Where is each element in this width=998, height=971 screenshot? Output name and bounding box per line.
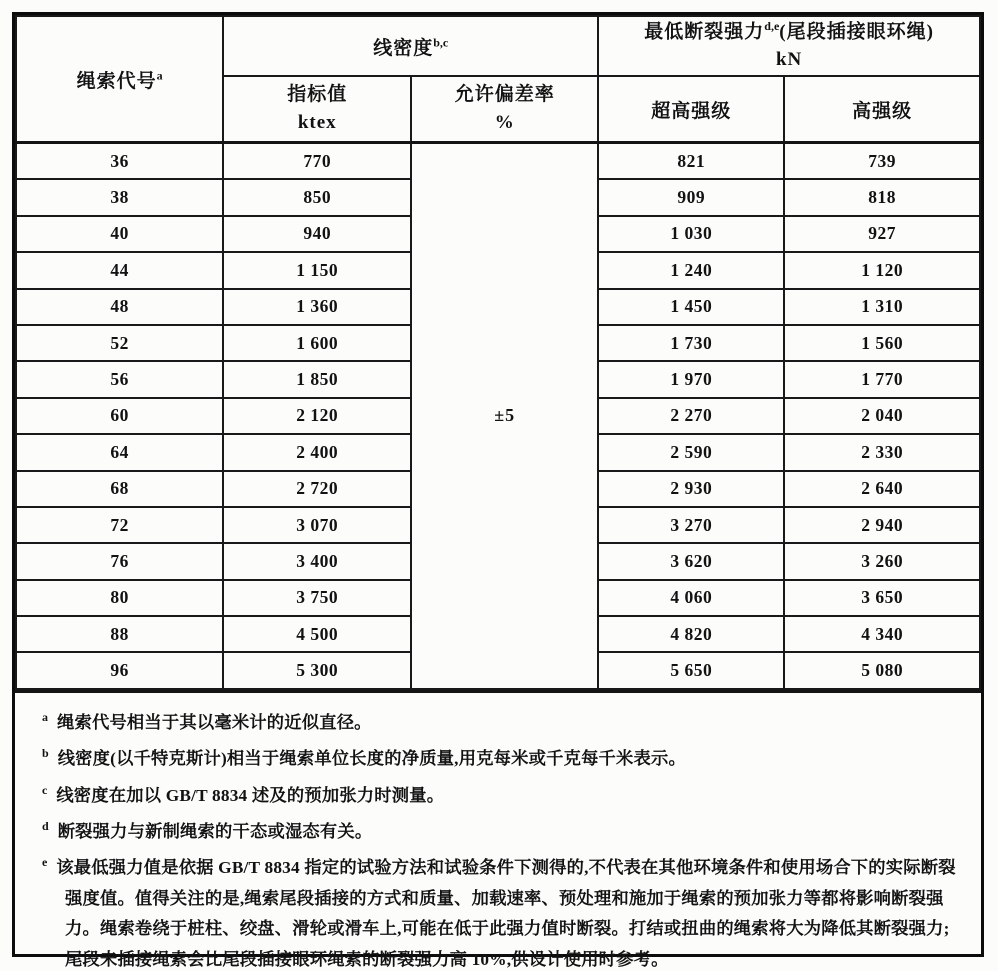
ktex-value-cell: 4 500 <box>223 616 411 652</box>
table-body <box>16 143 980 689</box>
ktex-value-cell: 5 300 <box>223 652 411 688</box>
rope-code-cell: 72 <box>16 507 223 543</box>
footnote-a: $^a$ 绳索代号相当于其以毫米计的近似直径。 <box>42 709 372 732</box>
ktex-value-cell: 2 120 <box>223 398 411 434</box>
header-tolerance-unit: % <box>494 112 515 133</box>
high-strength-cell: 927 <box>784 216 980 252</box>
footnote-marker: c <box>42 782 48 797</box>
ktex-value-cell: 3 070 <box>223 507 411 543</box>
footnote-e: $^e$ 该最低强力值是依据 GB/T 8834 指定的试验方法和试验条件下测得的,不代表在其他环境条件和使用场合下的实际断裂强度值。值得关注的是,绳索尾段插接的方式和质量、加载速率、预处理和施加于绳索的预加张力等都将影响断裂强力。绳索卷绕于桩柱、绞盘、滑轮或滑车上,可能在低于此强力值时断裂。打结或扭曲的绳索将大为降低其断裂强力;尾段未插接绳索会比尾段插接眼环绳索的断裂强力高 10%,供设计使用时参考。 <box>42 855 956 969</box>
high-strength-cell: 1 120 <box>784 252 980 288</box>
rope-code-cell: 48 <box>16 289 223 325</box>
header-row-1 <box>16 16 980 76</box>
header-min-strength-unit: kN <box>775 49 803 71</box>
ultra-high-strength-cell: 4 060 <box>598 580 784 616</box>
footnote-b: $^b$ 线密度(以千特克斯计)相当于绳索单位长度的净质量,用克每米或千克每千米表示。 <box>42 746 686 768</box>
ultra-high-strength-cell: 2 930 <box>598 471 784 507</box>
rope-code-cell: 36 <box>16 143 223 180</box>
ktex-value-cell: 940 <box>223 216 411 252</box>
ktex-value-cell: 770 <box>223 143 411 180</box>
ultra-high-strength-cell: 1 450 <box>598 289 784 325</box>
footnote-marker: e <box>42 855 48 870</box>
footnote-c: $^c$ 线密度在加以 GB/T 8834 述及的预加张力时测量。 <box>42 782 445 805</box>
footnotes-section <box>15 690 981 971</box>
high-strength-cell: 818 <box>784 179 980 215</box>
ultra-high-strength-cell: 3 620 <box>598 543 784 579</box>
rope-code-cell: 80 <box>16 580 223 616</box>
footnote-marker: d <box>42 818 49 833</box>
rope-code-cell: 56 <box>16 361 223 397</box>
ktex-value-cell: 1 360 <box>223 289 411 325</box>
header-indicator-unit: ktex <box>297 112 337 133</box>
high-strength-cell: 2 330 <box>784 434 980 470</box>
footnote-ref-bc: b,c <box>433 35 449 50</box>
ultra-high-strength-cell: 821 <box>598 143 784 180</box>
rope-code-cell: 60 <box>16 398 223 434</box>
high-strength-cell: 4 340 <box>784 616 980 652</box>
header-rope-code <box>16 16 223 143</box>
ultra-high-strength-cell: 1 970 <box>598 361 784 397</box>
ultra-high-strength-cell: 2 590 <box>598 434 784 470</box>
footnote-marker: a <box>42 709 48 724</box>
ultra-high-strength-cell: 909 <box>598 179 784 215</box>
high-strength-cell: 3 260 <box>784 543 980 579</box>
header-linear-density <box>223 16 598 76</box>
ktex-value-cell: 850 <box>223 179 411 215</box>
rope-spec-table <box>15 15 981 690</box>
high-strength-cell: 2 940 <box>784 507 980 543</box>
rope-code-cell: 64 <box>16 434 223 470</box>
ktex-value-cell: 1 850 <box>223 361 411 397</box>
header-indicator-value <box>223 76 411 143</box>
ktex-value-cell: 2 720 <box>223 471 411 507</box>
high-strength-cell: 5 080 <box>784 652 980 688</box>
header-min-strength-title <box>599 18 979 46</box>
table-header <box>16 16 980 143</box>
high-strength-cell: 2 640 <box>784 471 980 507</box>
ktex-value-cell: 2 400 <box>223 434 411 470</box>
table-row <box>16 143 980 180</box>
high-strength-cell: 1 560 <box>784 325 980 361</box>
footnote-ref-de: d,e <box>764 19 780 34</box>
rope-code-cell: 40 <box>16 216 223 252</box>
header-linear-density-label: 线密度 <box>373 37 434 59</box>
ultra-high-strength-cell: 1 730 <box>598 325 784 361</box>
high-strength-cell: 1 770 <box>784 361 980 397</box>
rope-code-cell: 88 <box>16 616 223 652</box>
ultra-high-strength-cell: 5 650 <box>598 652 784 688</box>
ktex-value-cell: 3 750 <box>223 580 411 616</box>
footnote-ref-a: a <box>156 68 163 83</box>
header-tolerance-label: 允许偏差率 <box>454 84 555 106</box>
high-strength-cell: 739 <box>784 143 980 180</box>
tolerance-value-cell: ±5 <box>411 143 598 689</box>
header-indicator-label: 指标值 <box>287 84 348 106</box>
header-min-breaking-strength <box>598 16 980 76</box>
rope-code-cell: 68 <box>16 471 223 507</box>
header-tolerance <box>411 76 598 143</box>
footnote-marker: b <box>42 746 49 761</box>
header-ultra-high-grade: 超高强级 <box>598 76 784 143</box>
rope-code-cell: 76 <box>16 543 223 579</box>
rope-code-cell: 52 <box>16 325 223 361</box>
ultra-high-strength-cell: 1 240 <box>598 252 784 288</box>
header-rope-code-label: 绳索代号 <box>76 70 157 92</box>
high-strength-cell: 1 310 <box>784 289 980 325</box>
ktex-value-cell: 1 600 <box>223 325 411 361</box>
ktex-value-cell: 3 400 <box>223 543 411 579</box>
ultra-high-strength-cell: 4 820 <box>598 616 784 652</box>
ktex-value-cell: 1 150 <box>223 252 411 288</box>
header-high-grade: 高强级 <box>784 76 980 143</box>
ultra-high-strength-cell: 3 270 <box>598 507 784 543</box>
ultra-high-strength-cell: 2 270 <box>598 398 784 434</box>
rope-code-cell: 44 <box>16 252 223 288</box>
rope-code-cell: 96 <box>16 652 223 688</box>
high-strength-cell: 3 650 <box>784 580 980 616</box>
table-frame <box>12 12 984 969</box>
high-strength-cell: 2 040 <box>784 398 980 434</box>
header-min-strength-paren: (尾段插接眼环绳) <box>779 21 934 43</box>
footnote-d: $^d$ 断裂强力与新制绳索的干态或湿态有关。 <box>42 818 373 841</box>
ultra-high-strength-cell: 1 030 <box>598 216 784 252</box>
rope-code-cell: 38 <box>16 179 223 215</box>
header-min-strength-label: 最低断裂强力 <box>644 21 765 43</box>
